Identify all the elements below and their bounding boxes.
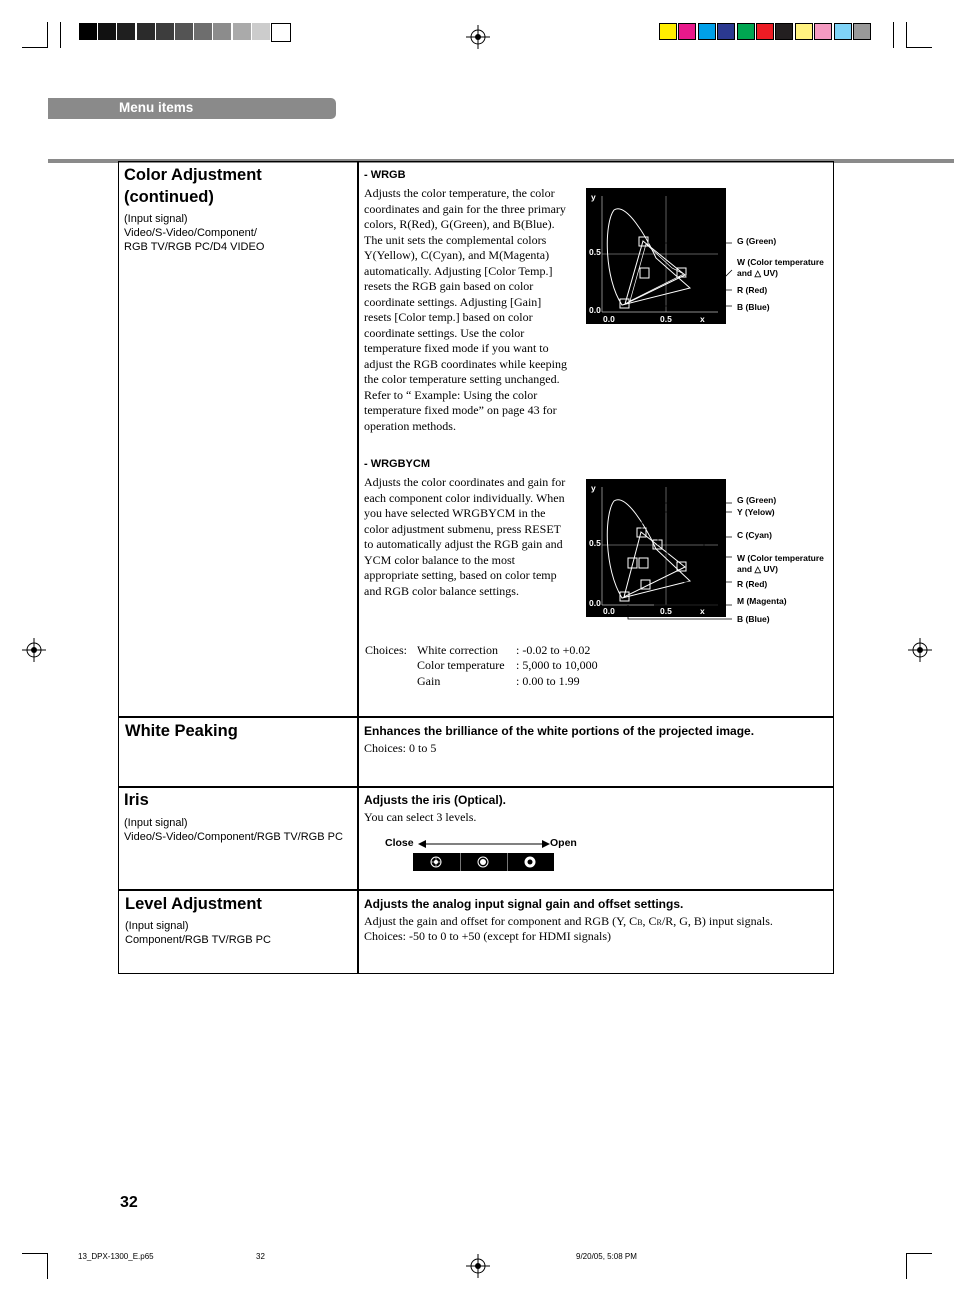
gray-swatch (271, 23, 291, 42)
gray-swatch (117, 23, 135, 40)
gray-swatch (213, 23, 231, 40)
crop-mark (906, 47, 932, 48)
choice-value: : 5,000 to 10,000 (516, 658, 598, 672)
row-divider (118, 716, 834, 718)
input-signal-label: (Input signal) (124, 213, 188, 225)
crop-mark (906, 22, 907, 48)
iris-close-label: Close (385, 837, 414, 849)
label-green: G (Green) (737, 495, 777, 505)
wrgb-leader-lines (630, 230, 740, 310)
wrgb-heading: - WRGB (364, 169, 406, 181)
x-axis-label: x (700, 314, 705, 324)
level-adjustment-description: Adjust the gain and offset for component and RGB (Y, CB, CR/R, G, B) input signals. (364, 914, 773, 928)
label-red: R (Red) (737, 579, 768, 589)
color-swatch (775, 23, 793, 40)
wrgb-description: Adjusts the color temperature, the color coordinates and gain for the three primary colors, R(Red), G(Green), and B(Blue). The unit sets the complemental colors Y(Yellow), C(Cyan), and M(Magenta) automatically. Adjusting [Color Temp.] resets the RGB gain based on color coordinate settings. Adjusting [Gain] resets [Color temp.] based on color coordinate settings. Use the color temperature fixed mode if you want to adjust the RGB coordinates while keeping the color temperature setting unchanged. Refer to “ Example: Using the color temperature fixed mode” on page 43 for operation methods. (364, 186, 567, 433)
color-swatch (698, 23, 716, 40)
input-signal-label: (Input signal) (124, 817, 188, 829)
color-swatch (756, 23, 774, 40)
label-magenta: M (Magenta) (737, 596, 787, 606)
crop-mark (893, 22, 894, 48)
label-green: G (Green) (737, 236, 777, 246)
color-swatch (795, 23, 813, 40)
gray-swatch (156, 23, 174, 40)
iris-small-aperture-icon (430, 856, 442, 868)
x-tick-label: 0.5 (660, 606, 672, 616)
x-tick-label: 0.5 (660, 314, 672, 324)
input-signal-list: Component/RGB TV/RGB PC (125, 934, 271, 946)
y-tick-label: 0.5 (589, 247, 601, 257)
input-signal-list: Video/S-Video/Component/ (124, 227, 257, 239)
iris-heading: Adjusts the iris (Optical). (364, 793, 507, 807)
label-white: W (Color temperature (737, 553, 824, 563)
input-signal-list: RGB TV/RGB PC/D4 VIDEO (124, 241, 265, 253)
column-divider (357, 161, 359, 974)
x-axis-label: x (700, 606, 705, 616)
label-blue: B (Blue) (737, 614, 770, 624)
label-cyan: C (Cyan) (737, 530, 772, 540)
gray-swatch (233, 23, 251, 40)
label-white-uv: and △ UV) (737, 268, 779, 278)
label-white-uv: and △ UV) (737, 564, 779, 574)
page-number: 32 (120, 1194, 138, 1211)
color-swatch (717, 23, 735, 40)
label-blue: B (Blue) (737, 302, 770, 312)
color-swatch (737, 23, 755, 40)
level-adjustment-heading: Adjusts the analog input signal gain and offset settings. (364, 897, 684, 911)
registration-mark (466, 1254, 490, 1278)
wrgbycm-heading: - WRGBYCM (364, 458, 430, 470)
y-axis-label: y (591, 192, 596, 202)
iris-range-arrow (418, 838, 550, 850)
label-yellow: Y (Yelow) (737, 507, 775, 517)
crop-mark (22, 47, 48, 48)
color-swatch (659, 23, 677, 40)
choice-name: White correction (417, 643, 498, 657)
choice-value: : -0.02 to +0.02 (516, 643, 591, 657)
wrgbycm-description: Adjusts the color coordinates and gain for each component color individually. When you have selected WRGBYCM in the color adjustment submenu, press RESET to automatically adjust the RGB gain and YCM color balance to the most appropriate setting, based on color temp and RGB color balance settings. (364, 475, 566, 598)
white-peaking-heading: Enhances the brilliance of the white portions of the projected image. (364, 724, 755, 738)
section-title: Menu items (119, 100, 194, 115)
x-tick-label: 0.0 (603, 314, 615, 324)
crop-mark (906, 1253, 932, 1254)
color-swatch (678, 23, 696, 40)
footer-page: 32 (256, 1252, 265, 1261)
wrgbycm-leader-lines (620, 495, 740, 625)
iris-description: You can select 3 levels. (364, 810, 477, 824)
row-title-iris: Iris (124, 791, 149, 809)
y-axis-label: y (591, 483, 596, 493)
crop-mark (47, 1253, 48, 1279)
color-swatch (834, 23, 852, 40)
white-peaking-choices: Choices: 0 to 5 (364, 741, 437, 755)
color-swatch (814, 23, 832, 40)
gray-swatch (137, 23, 155, 40)
row-title-level-adjustment: Level Adjustment (125, 895, 262, 913)
footer-file: 13_DPX-1300_E.p65 (78, 1252, 154, 1261)
gray-swatch (175, 23, 193, 40)
gray-swatch (79, 23, 97, 40)
row-divider (118, 889, 834, 891)
color-swatch (853, 23, 871, 40)
level-adjustment-choices: Choices: -50 to 0 to +50 (except for HDMI signals) (364, 929, 612, 943)
row-title-white-peaking: White Peaking (125, 722, 238, 740)
input-signal-list: Video/S-Video/Component/RGB TV/RGB PC (124, 831, 343, 843)
gray-swatch (252, 23, 270, 40)
iris-medium-aperture-icon (477, 856, 489, 868)
iris-large-aperture-icon (524, 856, 536, 868)
choice-name: Color temperature (417, 658, 505, 672)
iris-level-selector[interactable] (413, 853, 554, 871)
crop-mark (47, 22, 48, 48)
crop-mark (60, 22, 61, 48)
row-divider (118, 786, 834, 788)
registration-mark (22, 638, 46, 662)
crop-mark (906, 1253, 907, 1279)
choice-value: : 0.00 to 1.99 (516, 674, 580, 688)
row-title-color-adjustment: Color Adjustment (continued) (124, 166, 262, 206)
footer-date: 9/20/05, 5:08 PM (576, 1252, 637, 1261)
crop-mark (22, 1253, 48, 1254)
x-tick-label: 0.0 (603, 606, 615, 616)
y-tick-label: 0.5 (589, 538, 601, 548)
gray-swatch (98, 23, 116, 40)
label-red: R (Red) (737, 285, 768, 295)
registration-mark (908, 638, 932, 662)
y-tick-label: 0.0 (589, 598, 601, 608)
choice-name: Gain (417, 674, 441, 688)
y-tick-label: 0.0 (589, 305, 601, 315)
section-header (48, 98, 336, 119)
input-signal-label: (Input signal) (125, 920, 189, 932)
iris-open-label: Open (550, 837, 577, 849)
registration-mark (466, 25, 490, 49)
label-white: W (Color temperature (737, 257, 824, 267)
gray-swatch (194, 23, 212, 40)
choices-label: Choices: (365, 643, 407, 657)
